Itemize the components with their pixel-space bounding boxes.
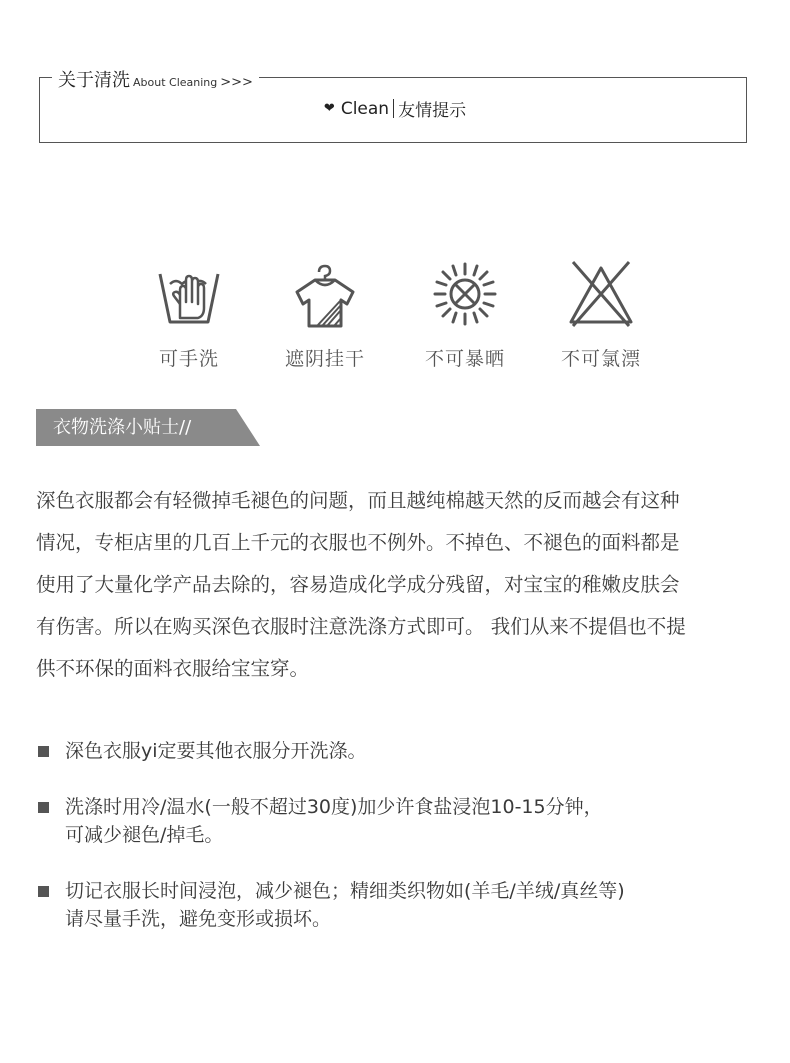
tip-bullet-3 — [38, 877, 625, 933]
care-item-shade-dry — [270, 258, 380, 371]
about-cleaning-title — [52, 66, 259, 92]
hand-wash-label: 可手洗 — [158, 348, 219, 370]
paragraph-line: 情况，专柜店里的几百上千元的衣服也不例外。不掉色、不褪色的面料都是 — [36, 531, 680, 554]
subtitle-clean: Clean — [340, 98, 390, 119]
bullet-square-icon — [38, 802, 49, 813]
no-bleach-icon — [565, 258, 637, 330]
no-sun-label: 不可暴晒 — [424, 348, 505, 370]
title-en: About Cleaning — [133, 76, 218, 89]
bullet-line: 切记衣服长时间浸泡，减少褪色；精细类织物如(羊毛/羊绒/真丝等) — [65, 880, 625, 902]
tip-bullet-1 — [38, 737, 367, 765]
subtitle-tip: 友情提示 — [398, 101, 467, 121]
no-sun-icon — [429, 258, 501, 330]
paragraph-line: 供不环保的面料衣服给宝宝穿。 — [36, 657, 310, 680]
bullet-square-icon — [38, 746, 49, 757]
bullet-line: 请尽量手洗，避免变形或损坏。 — [65, 908, 332, 930]
hand-wash-icon — [154, 258, 224, 330]
bullet-line: 洗涤时用冷/温水(一般不超过30度)加少许食盐浸泡10-15分钟， — [65, 796, 603, 818]
shade-dry-label: 遮阴挂干 — [284, 348, 365, 370]
bullet-square-icon — [38, 886, 49, 897]
care-item-no-bleach — [546, 258, 656, 371]
subtitle-divider — [393, 99, 394, 118]
shade-dry-icon — [289, 258, 361, 330]
clean-subtitle — [0, 96, 790, 121]
title-cn: 关于清洗 — [58, 70, 130, 91]
tips-title: 衣物洗涤小贴士// — [53, 417, 192, 438]
no-bleach-label: 不可氯漂 — [560, 348, 641, 370]
heart-icon: ❤ — [323, 101, 335, 116]
paragraph-line: 深色衣服都会有轻微掉毛褪色的问题，而且越纯棉越天然的反而越会有这种 — [36, 489, 680, 512]
paragraph-line: 有伤害。所以在购买深色衣服时注意洗涤方式即可。 我们从来不提倡也不提 — [36, 615, 686, 638]
care-item-hand-wash — [134, 258, 244, 371]
tips-banner — [36, 409, 260, 446]
care-item-no-sun — [410, 258, 520, 371]
paragraph-line: 使用了大量化学产品去除的，容易造成化学成分残留，对宝宝的稚嫩皮肤会 — [36, 573, 680, 596]
tip-bullet-2 — [38, 793, 603, 849]
bullet-line: 可减少褪色/掉毛。 — [65, 824, 224, 846]
tips-paragraph — [36, 480, 761, 690]
bullet-line: 深色衣服yi定要其他衣服分开洗涤。 — [65, 740, 367, 762]
title-arrows: >>> — [220, 75, 253, 90]
